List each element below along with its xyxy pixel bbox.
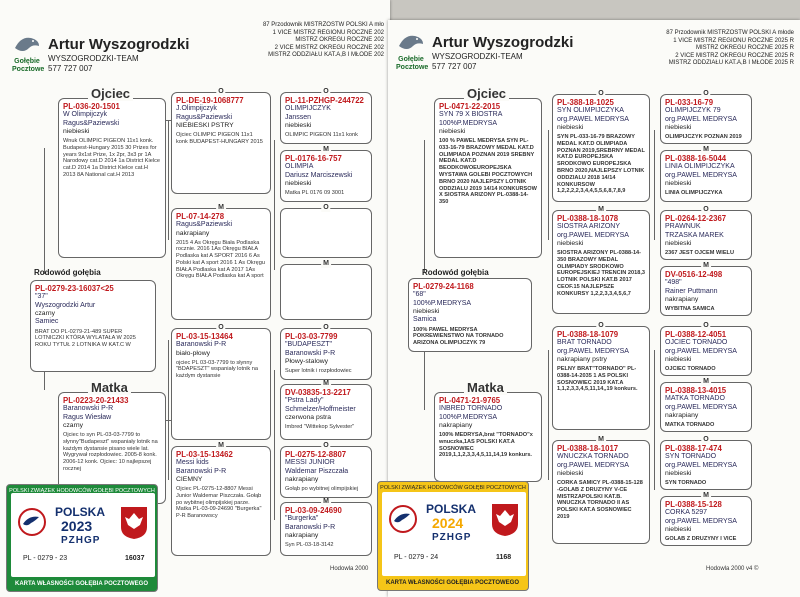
pigeon-owner: Baranowski P-R — [285, 523, 336, 531]
pigeon-color: niebieski — [557, 470, 584, 477]
pigeon-name: OJCIEC TORNADO — [665, 339, 728, 346]
great-grandparent-card[interactable] — [660, 436, 752, 490]
pigeon-description: Super lotnik i rozpłodowiec — [285, 368, 352, 374]
pigeon-name: BRAT TORNADO — [557, 339, 612, 346]
great-grandparent-card[interactable] — [280, 88, 372, 144]
sex-marker-female: M — [703, 146, 709, 153]
ring-number: PL-0388-18-1078 — [557, 214, 619, 223]
ring-number: PL-11-PZHGP-244722 — [285, 96, 364, 105]
pigeon-description: Ojciec to syn PL-03-03-7799 to słynny"Budapeszt" wspaniały lotnik na każdym dystansie pisano wiele lat. Wygrywał rozpłodowiec. 2005-8 konk. 2006-12 konk. Ojciec: 10 najlepszej rocznej — [63, 432, 158, 472]
pigeon-name: "Pstra Lady" — [285, 397, 324, 404]
pigeon-description: CORKA SAMICY PL-0388-15-128 -GOLAB Z DRUZYNY V-CE MISTRZAPOLSKI KAT.B. WNUCZKA TORNADO II AS POLSKI KAT.A SOSNOWIEC 2019 — [557, 480, 643, 520]
connector-line — [654, 130, 655, 240]
pigeon-color: nakrapiany — [176, 229, 210, 237]
mother-label: Matka — [464, 380, 507, 395]
pigeon-owner: Baranowski P-R — [285, 349, 336, 357]
ring-number: PL-0279-23-16037<25 — [35, 284, 114, 293]
great-grandparent-card[interactable] — [280, 498, 372, 556]
mother-card[interactable] — [434, 392, 542, 482]
pigeon-owner: Ragus Wiesław — [63, 413, 112, 421]
club-logo — [12, 34, 45, 74]
pigeon-owner: Schmelzer/Hoffmeister — [285, 405, 356, 413]
achievements-list — [614, 30, 794, 68]
pigeon-description: Ojciec OLIMPIC PIGEON 11x1 konk BUDAPEST-HUNGARY 2015 — [176, 132, 263, 145]
pigeon-name: MATKA TORNADO — [665, 395, 725, 402]
card-year: 2023 — [61, 518, 93, 534]
pzhgp-emblem-icon — [388, 504, 418, 534]
pigeon-name: "37" — [35, 293, 48, 300]
card-country: POLSKA — [55, 505, 106, 519]
breeder-phone: 577 727 007 — [48, 64, 93, 73]
connector-line — [548, 350, 549, 480]
ring-number: PL-0275-12-8807 — [285, 450, 347, 459]
pigeon-owner: org.PAWEL MEDRYSA — [557, 461, 629, 469]
pigeon-owner: org.PAWEL MEDRYSA — [665, 517, 737, 525]
great-grandparent-card[interactable] — [280, 324, 372, 380]
white-eagle-emblem-icon — [490, 502, 520, 538]
ring-number: PL-03-15-13464 — [176, 332, 233, 341]
ring-number: PL-07-14-278 — [176, 212, 225, 221]
pigeon-color: niebieski — [665, 526, 692, 533]
pigeon-owner: Rainer Puttmann — [665, 287, 718, 295]
pigeon-description: BRAT DO PL-0279-21-489 SUPER LOTNICZKI KTÓRA WYLATAŁA W 2025 ROKU TYTUŁ 2 LOTNIKA W KAT.C W — [35, 328, 136, 349]
club-logo — [396, 32, 429, 72]
sex-marker-male: O — [323, 324, 329, 331]
pedigree-title: Rodowód gołębia — [422, 268, 489, 277]
pigeon-name: SIOSTRA ARIZONY — [557, 223, 621, 230]
pigeon-name: PRAWNUK — [665, 223, 701, 230]
pigeon-owner: Ragus&Paziewski — [63, 119, 120, 127]
pigeon-color: niebieski — [665, 124, 692, 131]
pigeon-description: WYBITNA SAMICA — [665, 306, 715, 312]
achievement-item: 2 VICE MISTRZ OKREGU ROCZNE 202 — [274, 44, 384, 51]
pigeon-color: CIEMNY — [176, 476, 203, 483]
sex-marker-male: O — [703, 90, 709, 97]
pigeon-color: niebieski — [665, 180, 692, 187]
card-pzhgp: PZHGP — [432, 532, 472, 543]
pigeon-color: niebieski — [285, 122, 312, 129]
card-ring-number: PL - 0279 - 24 — [394, 554, 439, 561]
pigeon-name: W Olimpijczyk — [63, 111, 107, 118]
pigeon-description: OJCIEC TORNADO — [665, 366, 716, 372]
great-grandparent-card[interactable] — [660, 206, 752, 260]
sex-marker-female: M — [218, 442, 224, 449]
pigeon-color: biało-płowy — [176, 349, 211, 357]
pigeon-color: nakrapiany — [285, 476, 319, 483]
sex-marker-male: O — [323, 88, 329, 95]
achievement-item: MISTRZ OKREGU ROCZNE 202 — [295, 37, 384, 43]
pigeon-owner: 100%P.MEDRYSA — [439, 119, 498, 127]
father-label: Ojciec — [88, 86, 133, 101]
connector-line — [168, 120, 169, 240]
breeder-team: WYSZOGRODZKI-TEAM — [432, 52, 523, 61]
pigeon-owner: Baranowski P-R — [176, 341, 227, 348]
ring-number: PL-0388-15-128 — [665, 500, 722, 509]
ring-number: PL-03-03-7799 — [285, 332, 338, 341]
father-card[interactable] — [434, 98, 542, 258]
pigeon-owner: Waldemar Piszczała — [285, 467, 349, 475]
subject-pigeon-card[interactable] — [30, 280, 156, 372]
pigeon-description: 2015 4 As Okręgu Biała Podlaska rocznie. 2016 1As Okręgu BIAŁA Podlaska kat A SPORT 2016 6 As Polski kat A sport 2016 1 As Okręgu BIAŁA Podlaska kat A 2017 1As Okręgu BIAŁA Podlaska kat A sport — [176, 239, 265, 280]
white-eagle-emblem-icon — [119, 505, 149, 541]
ring-number: DV-03835-13-2217 — [285, 388, 351, 397]
great-grandparent-card[interactable] — [660, 146, 752, 202]
pigeon-color: czarny — [35, 310, 56, 317]
connector-line — [424, 350, 425, 410]
card-ring-number: PL - 0279 - 23 — [23, 555, 68, 562]
pigeon-name: CORKA 5297 — [665, 509, 708, 516]
pigeon-name: Messi kids — [176, 459, 209, 466]
pigeon-color: niebieski — [665, 356, 692, 363]
sex-marker-female: M — [323, 498, 329, 505]
pigeon-sex: Samiec — [35, 318, 59, 325]
pigeon-owner: Ragus&Paziewski — [176, 221, 233, 228]
pigeon-owner: 100%P.MEDRYSA — [439, 413, 498, 421]
sex-marker-female: M — [218, 204, 224, 211]
father-card[interactable] — [58, 98, 166, 258]
ring-number: PL-036-20-1501 — [63, 102, 120, 111]
sex-marker-male: O — [323, 204, 329, 211]
sex-marker-female: M — [323, 380, 329, 387]
pigeon-owner: org.PAWEL MEDRYSA — [665, 171, 737, 179]
ring-number: PL-0388-12-4051 — [665, 330, 727, 339]
logo-text: Gołębie Pocztowe — [12, 58, 45, 73]
subject-pigeon-card[interactable] — [408, 278, 532, 352]
breeder-name: Artur Wyszogrodzki — [48, 36, 190, 53]
pigeon-name: SYN TORNADO — [665, 453, 717, 460]
pigeon-owner: Janssen — [285, 113, 312, 121]
connector-line — [168, 340, 169, 480]
pigeon-color: nakrapiany — [665, 412, 699, 419]
great-grandparent-card[interactable] — [660, 378, 752, 432]
sex-marker-male: O — [703, 322, 709, 329]
ring-number: PL-0176-16-757 — [285, 154, 342, 163]
achievements-list — [234, 22, 384, 60]
pigeon-owner: TRZASKA MAREK — [665, 231, 724, 239]
grandmother-paternal-card[interactable] — [171, 204, 271, 320]
great-grandparent-card[interactable] — [660, 322, 752, 376]
pigeon-description: Matka PL 0176 09 3001 — [285, 190, 345, 196]
pigeon-description: Imbred "Wittekop Sylvester" — [285, 424, 355, 430]
pigeon-owner: org.PAWEL MEDRYSA — [557, 347, 629, 355]
breeder-phone: 577 727 007 — [432, 62, 477, 71]
achievement-item: MISTRZ ODDZIAŁU KAT.A,B I MŁODE 202 — [268, 52, 384, 58]
pigeon-description: Gołąb po wybitnej olimpijskiej — [285, 486, 359, 492]
card-organization: POLSKI ZWIĄZEK HODOWCÓW GOŁĘBI POCZTOWYCH — [9, 488, 155, 494]
connector-line — [274, 370, 275, 520]
ring-number: PL-0388-13-4015 — [665, 386, 727, 395]
pigeon-name: "Burgerka" — [285, 515, 319, 522]
pigeon-description: Ojciec PL-0275-12-8807 Messi Junior Waldemar Piszczała. Gołąb po wybitnej olimpijskiej parze. Matka PL-03-09-24690 "Burgerka" P-R Baranowscy — [176, 486, 262, 520]
pigeon-name: Baranowski P-R — [63, 405, 114, 412]
connector-line — [44, 148, 45, 274]
grandfather-maternal-card[interactable] — [552, 322, 650, 430]
connector-line — [548, 130, 549, 240]
ring-number: PL-0471-22-2015 — [439, 102, 501, 111]
pigeon-description: 2367 JEST OJCEM WIELU — [665, 250, 735, 256]
ring-number: PL-0388-18-1079 — [557, 330, 619, 339]
ring-number: PL-03-09-24690 — [285, 506, 342, 515]
pigeon-owner: Ragus&Paziewski — [176, 113, 233, 121]
pigeon-description: SYN TORNADO — [665, 480, 707, 486]
grandmother-maternal-card[interactable] — [171, 442, 271, 556]
great-grandparent-card-empty[interactable] — [280, 204, 372, 258]
pigeon-description: SIOSTRA ARIZONY PL-0388-14-350 BRAZOWY MEDAL OLIMPIADY SRODKOWO EUROPEJSKIEJ TRENCIN 2018,3 LOTNIK POLSKI KAT.B 2017 CEOF.15 NAJLEPSZE KONKURSY 1,2,2,3,3,4,5,6,7 — [557, 250, 645, 297]
pigeon-color: nakrapiany pstry — [557, 356, 607, 363]
pigeon-description: PELNY BRAT"TORNADO" PL-0388-14-2035 1 AS POLSKI SOSNOWIEC 2019 KAT.A 1,1,2,3,3,4,5,11,14,,19 konkurs. — [557, 366, 638, 393]
pigeon-name: MESSI JUNIOR — [285, 459, 335, 466]
pigeon-color: nakrapiany — [665, 296, 699, 303]
achievement-item: 87 Przodownik MISTRZOSTW POLSKI A mło — [262, 22, 384, 28]
pigeon-logo-icon — [397, 32, 425, 54]
sex-marker-female: M — [323, 146, 329, 153]
sex-marker-female: M — [323, 260, 329, 267]
sex-marker-female: M — [703, 378, 709, 385]
pigeon-owner: org.PAWEL MEDRYSA — [557, 115, 629, 123]
connector-line — [44, 372, 45, 390]
pigeon-owner: org.PAWEL MEDRYSA — [557, 231, 629, 239]
pedigree-title: Rodowód gołębia — [34, 268, 101, 277]
sex-marker-female: M — [703, 262, 709, 269]
pigeon-color: niebieski — [665, 240, 692, 247]
sex-marker-female: M — [703, 492, 709, 499]
pigeon-logo-icon — [13, 34, 41, 56]
card-title: KARTA WŁASNOŚCI GOŁĘBIA POCZTOWEGO — [386, 580, 519, 586]
sex-marker-male: O — [218, 88, 224, 95]
ring-number: PL-0388-16-5044 — [665, 154, 727, 163]
sex-marker-male: O — [218, 324, 224, 331]
sex-marker-male: O — [703, 436, 709, 443]
ring-number: PL-388-18-1025 — [557, 98, 614, 107]
ring-number: DV-0516-12-498 — [665, 270, 723, 279]
pigeon-owner: Wyszogrodzki Artur — [35, 301, 96, 309]
footer-text: Hodowla 2000 — [330, 566, 369, 572]
grandfather-paternal-card[interactable] — [171, 88, 271, 194]
ring-number: PL-0223-20-21433 — [63, 396, 129, 405]
pigeon-description: 100% MEDRYSA,brat "TORNADO"x wnuczka,1AS POLSKI KAT.A SOSNOWIEC 2019,1,1,2,3,3,4,5,11,14,19 konkurs. — [439, 432, 533, 459]
card-organization: POLSKI ZWIĄZEK HODOWCÓW GOŁĘBI POCZTOWYCH — [380, 485, 526, 491]
pigeon-color: niebieski — [665, 470, 692, 477]
ownership-card-green — [6, 484, 158, 592]
pigeon-description: SYN PL-033-16-79 BRAZOWY MEDAL KAT.D OLIMPIADA POZNAN 2019,SREBRNY MEDAL KAT.D EUROPEJSKA SRODKOWO EUROPEJSKA BRNO 2020,NAJLEPSZY LOTNIK ODDZIALU 2018 14/14 KONKURSOW 1,2,2,2,2,3,4,4,5,5,6,8,7,8,9 — [557, 134, 645, 195]
pigeon-color: niebieski — [439, 128, 466, 135]
pigeon-description: GOLAB Z DRUZYNY I VICE — [665, 536, 737, 542]
pigeon-description: LINIA OLIMPIJCZYKA — [665, 190, 723, 196]
sex-marker-female: M — [598, 206, 604, 213]
mother-label: Matka — [88, 380, 131, 395]
great-grandparent-card[interactable] — [660, 90, 752, 144]
pigeon-description: Wnuk OLIMPIC PIGEON 11x1 konk. Budapest-Hungary 2015 30 Prizes for years 9x1st Prize, 1x 2pr, 3x3 pr 1A Narodowy cat.D 2014 1a District Kielce cat.D 2014 1a District Kielce cat.H 2013 8A National cat.H 2013 — [63, 138, 161, 178]
achievement-item: 1 VICE MISTRZ REGIONU ROCZNE 2025 R — [673, 37, 794, 44]
ring-number: PL-0279-24-1168 — [413, 282, 474, 291]
father-label: Ojciec — [464, 86, 509, 101]
great-grandparent-card[interactable] — [280, 380, 372, 440]
connector-line — [654, 350, 655, 490]
great-grandparent-card[interactable] — [660, 262, 752, 316]
ring-number: PL-0471-21-9765 — [439, 396, 501, 405]
pigeon-name: LINIA OLIMPIJCZYKA — [665, 163, 735, 170]
sex-marker-female: M — [598, 436, 604, 443]
achievement-item: MISTRZ ODDZIAŁU KAT.A,B I MŁODE 2025 R — [668, 60, 794, 66]
ring-number: PL-03-15-13462 — [176, 450, 233, 459]
pigeon-name: OLIMPIA — [285, 163, 314, 170]
breeder-name: Artur Wyszogrodzki — [432, 34, 574, 51]
great-grandparent-card-empty[interactable] — [280, 260, 372, 320]
card-country: POLSKA — [426, 502, 477, 516]
achievement-item: 2 VICE MISTRZ OKREGU ROCZNE 2025 R — [675, 52, 794, 59]
ring-number: PL-0388-17-474 — [665, 444, 722, 453]
pigeon-name: INBRED TORNADO — [439, 405, 503, 412]
pigeon-owner: Dariusz Marciszewski — [285, 171, 353, 179]
achievement-item: 1 VICE MISTRZ REGIONU ROCZNE 202 — [272, 29, 384, 36]
sex-marker-male: O — [598, 90, 604, 97]
great-grandparent-card[interactable] — [660, 492, 752, 546]
pigeon-name: J.Olimpijczyk — [176, 105, 217, 112]
pigeon-owner: 100%P.MEDRYSA — [413, 299, 472, 307]
pigeon-name: SYN 79 X BIOSTRA — [439, 111, 503, 118]
pigeon-name: "68" — [413, 291, 426, 298]
pigeon-color: nakrapiany — [439, 422, 473, 429]
pigeon-name: OLIMPIJCZYK 79 — [665, 107, 721, 114]
pigeon-color: Płowy-stalowy — [285, 358, 329, 365]
pigeon-color: niebieski — [557, 240, 584, 247]
grandmother-maternal-card[interactable] — [552, 436, 650, 544]
pigeon-description: OLIMPIC PIGEON 11x1 konk — [285, 132, 358, 138]
breeder-team: WYSZOGRODZKI-TEAM — [48, 54, 139, 63]
pigeon-sex: Samica — [413, 316, 437, 323]
pigeon-owner: org.PAWEL MEDRYSA — [665, 461, 737, 469]
pigeon-name: "BUDAPESZT" — [285, 341, 332, 348]
card-year: 2024 — [432, 515, 464, 531]
pigeon-color: NIEBIESKI PSTRY — [176, 122, 234, 129]
sex-marker-male: O — [703, 206, 709, 213]
pigeon-owner: org.PAWEL MEDRYSA — [665, 347, 737, 355]
great-grandparent-card[interactable] — [280, 442, 372, 498]
pigeon-description: 100 % PAWEL MEDRYSA SYN PL-033-16-79 BRAZOWY MEDAL KAT.D OLIMPIADA POZNAN 2019 SREBNY MEDAL KAT.D BEODKOWOEUROPEJSKA WYSTAWA GOLEBI POCZTOWYCH BRNO 2020 NAJLEPSZY LOTNIK ODDZIALU 2019 14/14 KONKURSOW X SIOSTRA ARIZONY PL-0388-14-350 — [439, 138, 537, 206]
pigeon-name: "498" — [665, 279, 682, 286]
grandfather-maternal-card[interactable] — [171, 324, 271, 440]
great-grandparent-card[interactable] — [280, 146, 372, 202]
pigeon-name: OLIMPIJCZYK — [285, 105, 331, 112]
pigeon-color: niebieski — [63, 128, 90, 135]
pigeon-description: MATKA TORNADO — [665, 422, 715, 428]
pedigree-sheet-left — [0, 0, 390, 597]
ring-number: PL-033-16-79 — [665, 98, 714, 107]
pigeon-description: Syn PL-03-18-3142 — [285, 542, 334, 548]
pigeon-color: nakrapiany — [285, 532, 319, 539]
sex-marker-male: O — [598, 322, 604, 329]
card-pigeon-number: 16037 — [125, 555, 145, 562]
pigeon-name: SYN OLIMPIJCZYKA — [557, 107, 624, 114]
pigeon-name: WNUCZKA TORNADO — [557, 453, 629, 460]
ring-number: PL-0388-18-1017 — [557, 444, 619, 453]
pigeon-color: niebieski — [557, 124, 584, 131]
ring-number: PL-DE-19-1068777 — [176, 96, 244, 105]
pigeon-description: OLIMPIJCZYK POZNAN 2019 — [665, 134, 742, 140]
pigeon-color: czerwona pstra — [285, 414, 332, 421]
footer-text: Hodowla 2000 v4 © — [706, 566, 759, 572]
achievement-item: MISTRZ OKREGU ROCZNE 2025 R — [695, 45, 794, 51]
pigeon-owner: org.PAWEL MEDRYSA — [665, 115, 737, 123]
card-pigeon-number: 1168 — [496, 554, 512, 561]
logo-text: Gołębie Pocztowe — [396, 56, 429, 71]
pigeon-description: ojciec PL 03-03-7799 to słynny "BDAPESZT" wspaniały lotnik na każdym dystansie — [176, 359, 259, 380]
card-title: KARTA WŁASNOŚCI GOŁĘBIA POCZTOWEGO — [15, 581, 148, 587]
pigeon-color: niebieski — [413, 308, 440, 315]
pigeon-description: 100% PAWEL MEDRYSA POKREWIENSTWO NA TORNADO ARIZONA OLIMPIJCZYK 79 — [413, 326, 504, 347]
card-pzhgp: PZHGP — [61, 535, 101, 546]
pigeon-owner: org.PAWEL MEDRYSA — [665, 403, 737, 411]
connector-line — [424, 140, 425, 272]
pigeon-owner: Baranowski P-R — [176, 467, 227, 475]
grandfather-paternal-card[interactable] — [552, 90, 650, 202]
sex-marker-male: O — [323, 442, 329, 449]
connector-line — [274, 140, 275, 270]
pzhgp-emblem-icon — [17, 507, 47, 537]
achievement-item: 87 Przodownik MISTRZOSTW POLSKI A młode — [666, 30, 794, 36]
pigeon-color: czarny — [63, 422, 84, 429]
pigeon-color: niebieski — [285, 180, 312, 187]
ring-number: PL-0264-12-2367 — [665, 214, 727, 223]
grandmother-paternal-card[interactable] — [552, 206, 650, 314]
ownership-card-yellow — [377, 481, 529, 591]
